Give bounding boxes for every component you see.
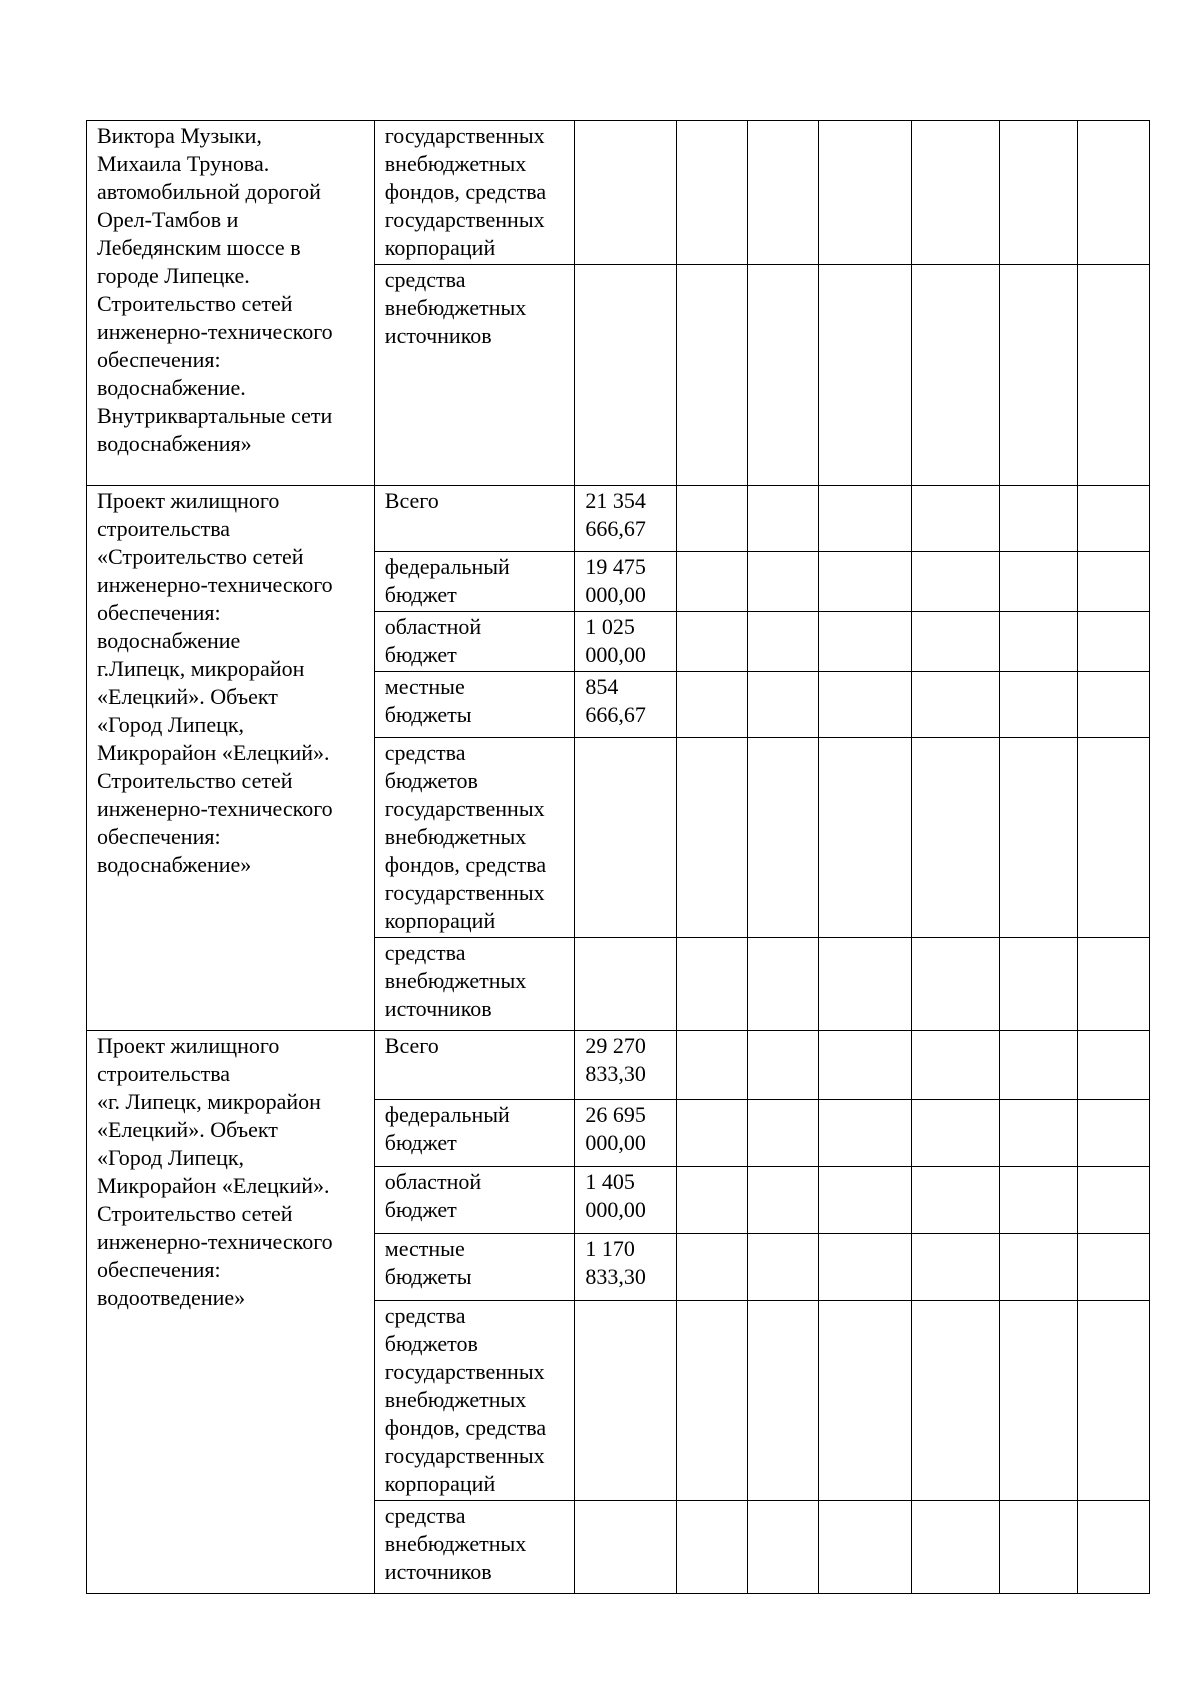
funding-source-cell: областной бюджет [374,1167,575,1234]
amount-cell: 19 475 000,00 [575,552,676,612]
table-row [87,486,1150,552]
empty-cell [676,1031,747,1100]
empty-cell [999,738,1077,938]
empty-cell [1077,1234,1149,1301]
project-name-cell: Проект жилищного строительства «Строительство сетей инженерно-технического обеспечения: водоснабжение г.Липецк, микрорайон «Елецкий». Объект «Город Липецк, Микрорайон «Елецкий». Строительство сетей инженерно-технического обеспечения: водоснабжение» [87,486,375,1031]
empty-cell [676,672,747,738]
empty-cell [1077,738,1149,938]
empty-cell [747,1234,818,1301]
empty-cell [999,1301,1077,1501]
empty-cell [676,486,747,552]
empty-cell [999,552,1077,612]
empty-cell [1077,1301,1149,1501]
empty-cell [747,265,818,486]
empty-cell [912,1167,999,1234]
empty-cell [819,1301,912,1501]
empty-cell [676,265,747,486]
empty-cell [1077,1167,1149,1234]
amount-cell: 1 170 833,30 [575,1234,676,1301]
funding-source-cell: Всего [374,486,575,552]
empty-cell [1077,552,1149,612]
funding-source-cell: средства бюджетов государственных внебюджетных фондов, средства государственных корпораций [374,738,575,938]
amount-cell: 21 354 666,67 [575,486,676,552]
empty-cell [999,1167,1077,1234]
funding-source-cell: средства внебюджетных источников [374,265,575,486]
amount-cell: 26 695 000,00 [575,1100,676,1167]
empty-cell [912,738,999,938]
empty-cell [1077,672,1149,738]
empty-cell [819,1234,912,1301]
empty-cell [676,1501,747,1594]
empty-cell [819,1031,912,1100]
empty-cell [999,1100,1077,1167]
empty-cell [819,1167,912,1234]
amount-cell [575,1301,676,1501]
empty-cell [819,672,912,738]
funding-source-cell: средства внебюджетных источников [374,938,575,1031]
empty-cell [676,1301,747,1501]
empty-cell [676,612,747,672]
empty-cell [1077,1501,1149,1594]
empty-cell [999,612,1077,672]
empty-cell [1077,938,1149,1031]
empty-cell [999,486,1077,552]
empty-cell [819,738,912,938]
empty-cell [819,1100,912,1167]
financing-table [86,120,1150,1594]
table-row [87,121,1150,265]
amount-cell: 1 405 000,00 [575,1167,676,1234]
empty-cell [1077,486,1149,552]
empty-cell [747,552,818,612]
empty-cell [747,738,818,938]
empty-cell [999,1234,1077,1301]
amount-cell [575,265,676,486]
empty-cell [1077,121,1149,265]
empty-cell [912,1501,999,1594]
empty-cell [912,1301,999,1501]
empty-cell [676,1100,747,1167]
empty-cell [912,121,999,265]
empty-cell [999,1501,1077,1594]
empty-cell [819,612,912,672]
empty-cell [819,552,912,612]
empty-cell [676,552,747,612]
empty-cell [747,486,818,552]
empty-cell [747,672,818,738]
empty-cell [747,1031,818,1100]
empty-cell [912,1100,999,1167]
amount-cell: 29 270 833,30 [575,1031,676,1100]
empty-cell [747,612,818,672]
empty-cell [912,265,999,486]
empty-cell [999,121,1077,265]
empty-cell [819,121,912,265]
empty-cell [676,1234,747,1301]
funding-source-cell: областной бюджет [374,612,575,672]
empty-cell [819,1501,912,1594]
funding-source-cell: средства бюджетов государственных внебюджетных фондов, средства государственных корпораций [374,1301,575,1501]
empty-cell [912,486,999,552]
funding-source-cell: федеральный бюджет [374,1100,575,1167]
empty-cell [676,938,747,1031]
empty-cell [912,672,999,738]
table-row [87,1031,1150,1100]
empty-cell [912,1234,999,1301]
funding-source-cell: местные бюджеты [374,1234,575,1301]
empty-cell [819,938,912,1031]
empty-cell [747,1501,818,1594]
empty-cell [912,938,999,1031]
amount-cell [575,121,676,265]
empty-cell [999,938,1077,1031]
amount-cell: 1 025 000,00 [575,612,676,672]
empty-cell [1077,1031,1149,1100]
empty-cell [747,1301,818,1501]
empty-cell [1077,612,1149,672]
amount-cell: 854 666,67 [575,672,676,738]
empty-cell [747,1167,818,1234]
funding-source-cell: федеральный бюджет [374,552,575,612]
empty-cell [747,1100,818,1167]
empty-cell [912,552,999,612]
empty-cell [912,1031,999,1100]
funding-source-cell: Всего [374,1031,575,1100]
empty-cell [676,121,747,265]
empty-cell [1077,265,1149,486]
empty-cell [819,265,912,486]
amount-cell [575,1501,676,1594]
funding-source-cell: средства внебюджетных источников [374,1501,575,1594]
empty-cell [1077,1100,1149,1167]
empty-cell [676,738,747,938]
empty-cell [912,612,999,672]
funding-source-cell: государственных внебюджетных фондов, средства государственных корпораций [374,121,575,265]
project-name-cell: Проект жилищного строительства «г. Липецк, микрорайон «Елецкий». Объект «Город Липецк, Микрорайон «Елецкий». Строительство сетей инженерно-технического обеспечения: водоотведение» [87,1031,375,1594]
empty-cell [676,1167,747,1234]
empty-cell [999,672,1077,738]
empty-cell [819,486,912,552]
project-name-cell: Виктора Музыки, Михаила Трунова. автомобильной дорогой Орел-Тамбов и Лебедянским шоссе в городе Липецке. Строительство сетей инженерно-технического обеспечения: водоснабжение. Внутриквартальные сети водоснабжения» [87,121,375,486]
amount-cell [575,938,676,1031]
empty-cell [999,1031,1077,1100]
empty-cell [747,938,818,1031]
empty-cell [747,121,818,265]
empty-cell [999,265,1077,486]
amount-cell [575,738,676,938]
funding-source-cell: местные бюджеты [374,672,575,738]
